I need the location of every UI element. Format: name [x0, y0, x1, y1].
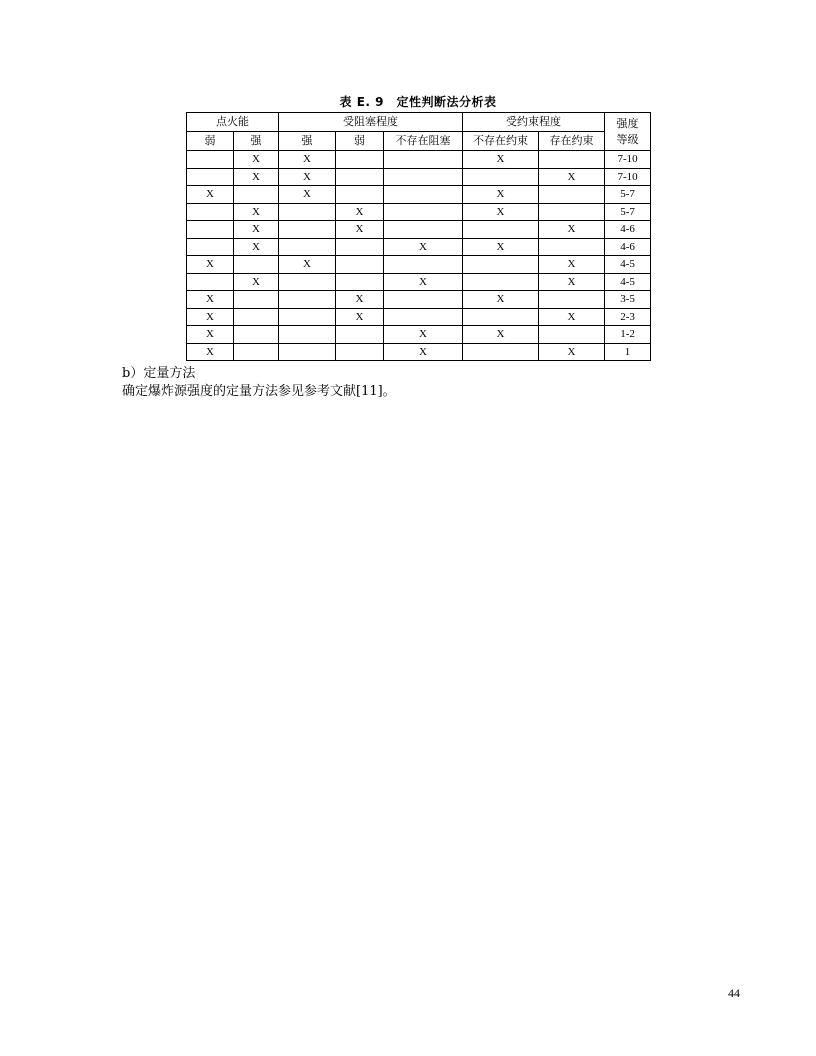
mark-cell [463, 273, 539, 291]
column-header: 不存在约束 [463, 132, 539, 151]
mark-cell: X [384, 273, 463, 291]
mark-cell: X [463, 186, 539, 204]
mark-cell [384, 186, 463, 204]
mark-cell [463, 343, 539, 361]
mark-cell [539, 186, 605, 204]
table-row [187, 256, 651, 274]
mark-cell [539, 238, 605, 256]
mark-cell: X [539, 273, 605, 291]
mark-cell [279, 326, 336, 344]
mark-cell [279, 221, 336, 239]
mark-cell [336, 273, 384, 291]
mark-cell: X [463, 238, 539, 256]
mark-cell [384, 168, 463, 186]
mark-cell: X [336, 203, 384, 221]
mark-cell [384, 203, 463, 221]
mark-cell [187, 221, 234, 239]
table-row [187, 186, 651, 204]
mark-cell: X [384, 326, 463, 344]
grade-cell: 4-5 [605, 256, 651, 274]
section-b-text: 确定爆炸源强度的定量方法参见参考文献[11]。 [122, 384, 396, 399]
mark-cell: X [234, 168, 279, 186]
mark-cell: X [187, 308, 234, 326]
mark-cell [463, 221, 539, 239]
grade-cell: 2-3 [605, 308, 651, 326]
mark-cell: X [539, 343, 605, 361]
mark-cell: X [279, 168, 336, 186]
mark-cell [336, 326, 384, 344]
column-header: 存在约束 [539, 132, 605, 151]
mark-cell: X [279, 151, 336, 169]
mark-cell: X [187, 343, 234, 361]
mark-cell [384, 308, 463, 326]
mark-cell [187, 151, 234, 169]
mark-cell: X [187, 256, 234, 274]
table-row [187, 151, 651, 169]
mark-cell: X [539, 256, 605, 274]
mark-cell [336, 168, 384, 186]
mark-cell [279, 273, 336, 291]
mark-cell [336, 151, 384, 169]
grade-cell: 5-7 [605, 186, 651, 204]
column-header: 不存在阻塞 [384, 132, 463, 151]
table-row [187, 168, 651, 186]
grade-cell: 5-7 [605, 203, 651, 221]
mark-cell [539, 291, 605, 309]
mark-cell [279, 343, 336, 361]
strength-grade-label: 强度 等级 [616, 116, 639, 146]
grade-cell: 4-6 [605, 238, 651, 256]
column-header: 弱 [336, 132, 384, 151]
mark-cell: X [539, 168, 605, 186]
mark-cell [279, 291, 336, 309]
grade-cell: 4-5 [605, 273, 651, 291]
mark-cell: X [384, 343, 463, 361]
mark-cell [234, 343, 279, 361]
mark-cell [384, 151, 463, 169]
grade-cell: 4-6 [605, 221, 651, 239]
mark-cell [463, 256, 539, 274]
mark-cell: X [279, 256, 336, 274]
mark-cell: X [463, 291, 539, 309]
mark-cell [384, 256, 463, 274]
mark-cell [336, 343, 384, 361]
grade-cell: 3-5 [605, 291, 651, 309]
mark-cell: X [539, 221, 605, 239]
mark-cell: X [279, 186, 336, 204]
mark-cell: X [234, 238, 279, 256]
mark-cell: X [187, 291, 234, 309]
mark-cell [234, 326, 279, 344]
mark-cell: X [463, 151, 539, 169]
mark-cell [384, 291, 463, 309]
mark-cell [234, 308, 279, 326]
mark-cell: X [463, 326, 539, 344]
table-caption: 表 E. 9 定性判断法分析表 [339, 95, 497, 109]
analysis-table [186, 112, 651, 361]
group-obstruction-degree: 受阻塞程度 [279, 113, 463, 132]
grade-cell: 7-10 [605, 168, 651, 186]
table-group-header-row [187, 113, 651, 132]
mark-cell [279, 203, 336, 221]
mark-cell [279, 238, 336, 256]
grade-cell: 1-2 [605, 326, 651, 344]
page-number: 44 [728, 986, 740, 1000]
grade-cell: 7-10 [605, 151, 651, 169]
group-ignition-energy: 点火能 [187, 113, 279, 132]
table-row [187, 291, 651, 309]
section-b-heading: b）定量方法 [122, 366, 196, 381]
group-strength-grade [605, 113, 651, 151]
mark-cell [187, 168, 234, 186]
mark-cell: X [539, 308, 605, 326]
table-row [187, 326, 651, 344]
mark-cell [187, 273, 234, 291]
mark-cell [336, 238, 384, 256]
mark-cell: X [234, 203, 279, 221]
table-body [187, 151, 651, 361]
mark-cell [539, 203, 605, 221]
mark-cell: X [336, 308, 384, 326]
table-column-header-row [187, 132, 651, 151]
mark-cell [539, 151, 605, 169]
table-row [187, 221, 651, 239]
mark-cell [539, 326, 605, 344]
mark-cell [384, 221, 463, 239]
table-row [187, 238, 651, 256]
mark-cell [336, 256, 384, 274]
mark-cell: X [234, 273, 279, 291]
mark-cell: X [384, 238, 463, 256]
mark-cell [463, 308, 539, 326]
mark-cell: X [187, 326, 234, 344]
mark-cell [279, 308, 336, 326]
table-row [187, 308, 651, 326]
mark-cell: X [463, 203, 539, 221]
mark-cell: X [234, 151, 279, 169]
mark-cell: X [336, 291, 384, 309]
column-header: 弱 [187, 132, 234, 151]
table-row [187, 273, 651, 291]
column-header: 强 [279, 132, 336, 151]
mark-cell [463, 168, 539, 186]
mark-cell: X [336, 221, 384, 239]
mark-cell [234, 186, 279, 204]
mark-cell [187, 238, 234, 256]
mark-cell [234, 291, 279, 309]
table-row [187, 343, 651, 361]
mark-cell: X [234, 221, 279, 239]
mark-cell [234, 256, 279, 274]
table-row [187, 203, 651, 221]
mark-cell [336, 186, 384, 204]
grade-cell: 1 [605, 343, 651, 361]
column-header: 强 [234, 132, 279, 151]
group-confinement-degree: 受约束程度 [463, 113, 605, 132]
mark-cell [187, 203, 234, 221]
mark-cell: X [187, 186, 234, 204]
